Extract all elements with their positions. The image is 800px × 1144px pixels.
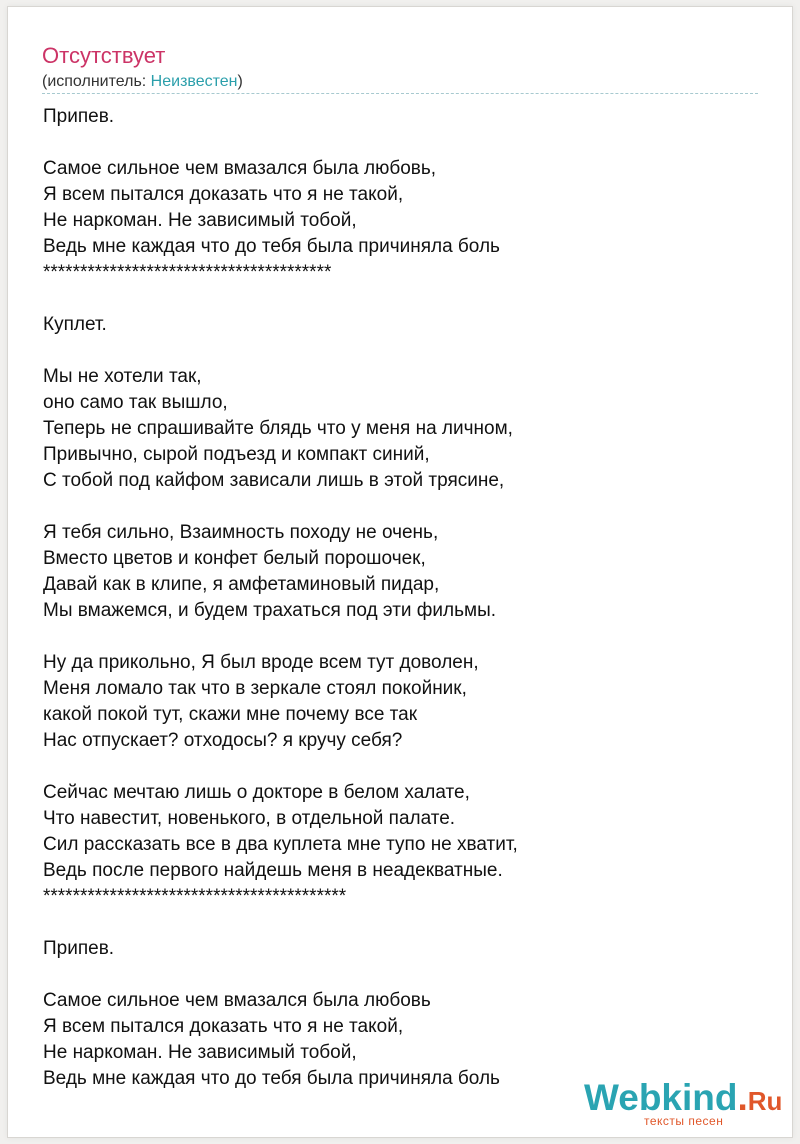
lyrics-blank-line (43, 338, 759, 364)
lyrics-line: Куплет. (43, 314, 107, 335)
lyrics-line: *************************************** (43, 262, 332, 283)
lyrics-blank-line (43, 130, 759, 156)
lyrics-line: Сил рассказать все в два куплета мне тупо не хватит, (43, 834, 518, 855)
lyrics-line: Ведь мне каждая что до тебя была причиняла боль (43, 1068, 500, 1089)
lyrics-line: Привычно, сырой подъезд и компакт синий, (43, 444, 430, 465)
logo-tld: Ru (747, 1086, 783, 1116)
lyrics-blank-line (43, 754, 759, 780)
lyrics-line: Не наркоман. Не зависимый тобой, (43, 210, 357, 231)
artist-line (42, 72, 758, 92)
lyrics-line: Мы не хотели так, (43, 366, 202, 387)
lyrics-line: Припев. (43, 938, 115, 959)
logo-main-text: Webkind (584, 1077, 738, 1118)
artist-prefix: (исполнитель: (42, 73, 151, 90)
lyrics-line: Я тебя сильно, Взаимность походу не очень, (43, 522, 439, 543)
lyrics-line: Мы вмажемся, и будем трахаться под эти фильмы. (43, 600, 497, 621)
lyrics-blank-line (43, 962, 759, 988)
song-header (42, 42, 758, 92)
site-logo[interactable] (584, 1078, 784, 1138)
artist-suffix: ) (237, 73, 243, 90)
lyrics-line: Самое сильное чем вмазался была любовь, (43, 158, 437, 179)
lyrics-line: Самое сильное чем вмазался была любовь (43, 990, 431, 1011)
header-divider (42, 93, 758, 94)
lyrics-line: Меня ломало так что в зеркале стоял покойник, (43, 678, 467, 699)
lyrics-blank-line (43, 286, 759, 312)
lyrics-line: Нас отпускает? отходосы? я кручу себя? (43, 730, 403, 751)
lyrics-line: какой покой тут, скажи мне почему все так (43, 704, 418, 725)
song-title: Отсутствует (42, 43, 166, 68)
lyrics-line: Я всем пытался доказать что я не такой, (43, 1016, 404, 1037)
lyrics-line: Что навестит, новенького, в отдельной палате. (43, 808, 456, 829)
lyrics-line: ***************************************** (43, 886, 347, 907)
lyrics-blank-line (43, 910, 759, 936)
logo-dot: . (737, 1077, 748, 1118)
lyrics-line: С тобой под кайфом зависали лишь в этой трясине, (43, 470, 505, 491)
lyrics-line: Теперь не спрашивайте блядь что у меня на личном, (43, 418, 513, 439)
lyrics-text (43, 104, 759, 1092)
logo-subtitle: тексты песен (644, 1114, 724, 1128)
lyrics-line: Ну да прикольно, Я был вроде всем тут доволен, (43, 652, 479, 673)
lyrics-line: Вместо цветов и конфет белый порошочек, (43, 548, 426, 569)
lyrics-line: Ведь мне каждая что до тебя была причиняла боль (43, 236, 500, 257)
lyrics-line: Давай как в клипе, я амфетаминовый пидар, (43, 574, 440, 595)
lyrics-line: Ведь после первого найдешь меня в неадекватные. (43, 860, 503, 881)
lyrics-line: Припев. (43, 106, 115, 127)
lyrics-line: Сейчас мечтаю лишь о докторе в белом халате, (43, 782, 470, 803)
artist-link[interactable]: Неизвестен (150, 73, 238, 90)
lyrics-line: Я всем пытался доказать что я не такой, (43, 184, 404, 205)
lyrics-blank-line (43, 624, 759, 650)
lyrics-line: Не наркоман. Не зависимый тобой, (43, 1042, 357, 1063)
lyrics-blank-line (43, 494, 759, 520)
lyrics-line: оно само так вышло, (43, 392, 228, 413)
